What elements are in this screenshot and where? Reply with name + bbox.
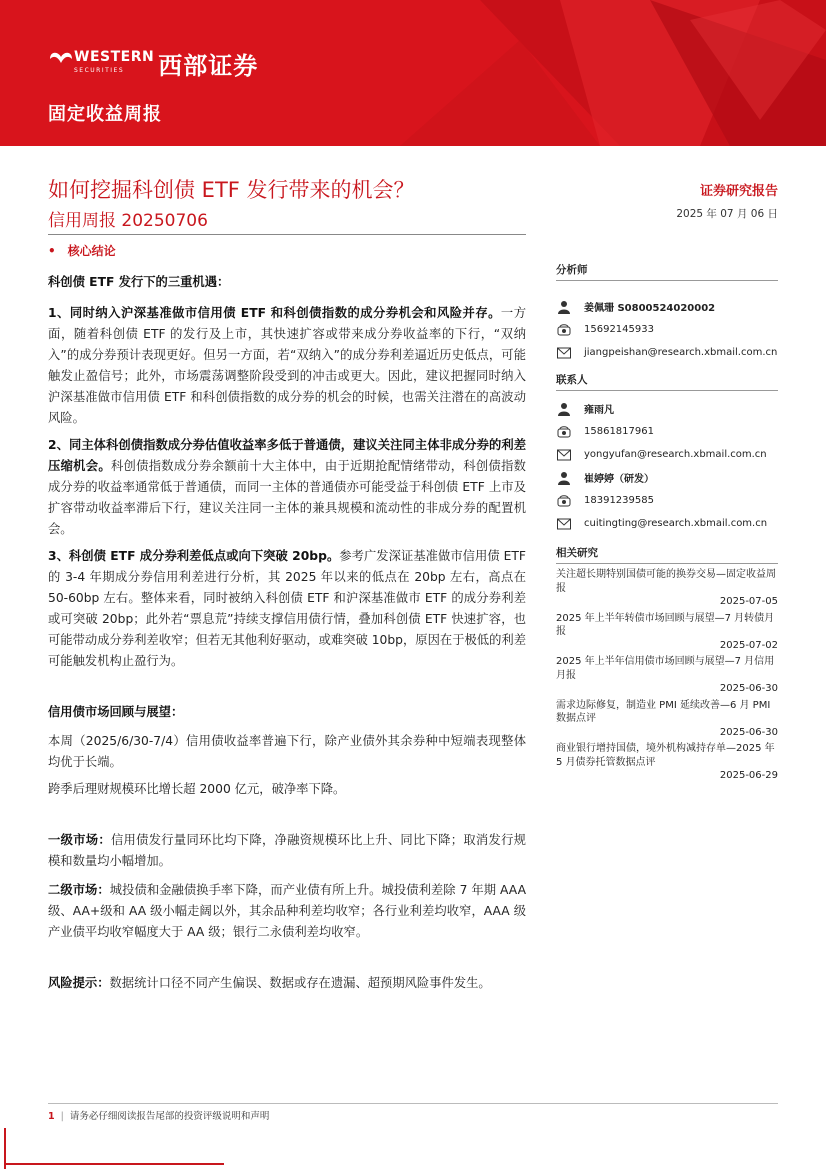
point-2-head: 2、同主体科创债指数成分券估值收益率多低于普通债，建议关注同主体非成分券的利差压缩机会。 bbox=[48, 438, 526, 473]
opportunity-title: 科创债 ETF 发行下的三重机遇： bbox=[48, 275, 230, 289]
review-para-2: 跨季后理财规模环比增长超 2000 亿元，破净率下降。 bbox=[48, 782, 346, 796]
related-item[interactable] bbox=[556, 655, 778, 696]
footer-separator: | bbox=[60, 1111, 64, 1122]
primary-market-label: 一级市场： bbox=[48, 833, 111, 847]
point-3-head: 3、科创债 ETF 成分券利差低点或向下突破 20bp。 bbox=[48, 549, 340, 563]
title-divider bbox=[48, 234, 526, 235]
phone-icon bbox=[556, 322, 572, 338]
related-item[interactable] bbox=[556, 699, 778, 740]
contact1-email-row bbox=[556, 443, 778, 466]
phone-icon bbox=[556, 493, 572, 509]
review-para-1: 本周（2025/6/30-7/4）信用债收益率普遍下行，除产业债外其余券种中短端表现整体均优于长端。 bbox=[48, 734, 526, 769]
related-research-list bbox=[556, 568, 778, 783]
primary-market bbox=[48, 830, 526, 872]
analyst-name-row bbox=[556, 295, 778, 318]
bullet-icon: • bbox=[48, 244, 56, 258]
analyst-card bbox=[556, 295, 778, 364]
person-icon bbox=[556, 470, 572, 486]
report-type: 固定收益周报 bbox=[48, 104, 162, 125]
point-2 bbox=[48, 435, 526, 540]
contact1-phone-row bbox=[556, 420, 778, 443]
main-content bbox=[48, 272, 526, 994]
contact1-name-row bbox=[556, 397, 778, 420]
contact2-name: 崔婷婷（研发） bbox=[584, 474, 654, 485]
logo-horns-icon bbox=[48, 49, 74, 79]
point-2-body: 科创债指数成分券余额前十大主体中，由于近期抢配情绪带动，科创债指数成分券的收益率通常低于普通债，而同一主体的普通债亦可能受益于科创债 ETF 上市及扩容带动收益率滞后下行，建议关注同一主体的兼具规模和流动性的非成分券的配置机会。 bbox=[48, 459, 526, 536]
contact1-phone: 15861817961 bbox=[584, 426, 654, 437]
corner-mark-horizontal bbox=[4, 1163, 224, 1165]
contact1-email[interactable]: yongyufan@research.xbmail.com.cn bbox=[584, 449, 767, 460]
logo-english: WESTERN SECURITIES bbox=[74, 48, 155, 74]
contact1-name: 雍雨凡 bbox=[584, 405, 614, 416]
related-item-title: 商业银行增持国债，境外机构减持存单—2025 年 5 月债券托管数据点评 bbox=[556, 743, 775, 768]
related-item-title: 关注超长期特别国债可能的换券交易—固定收益周报 bbox=[556, 569, 776, 594]
secondary-market bbox=[48, 880, 526, 943]
related-item-date: 2025-07-05 bbox=[719, 596, 778, 607]
company-logo bbox=[48, 46, 258, 81]
secondary-market-label: 二级市场： bbox=[48, 883, 110, 897]
analyst-phone-row bbox=[556, 318, 778, 341]
analyst-name: 姜佩珊 S0800524020002 bbox=[584, 303, 716, 314]
analyst-email-row bbox=[556, 341, 778, 364]
related-item-title: 2025 年上半年信用债市场回顾与展望—7 月信用月报 bbox=[556, 656, 775, 681]
related-item[interactable] bbox=[556, 742, 778, 783]
analyst-email[interactable]: jiangpeishan@research.xbmail.com.cn bbox=[584, 347, 778, 358]
contact2-name-row bbox=[556, 466, 778, 489]
report-tag: 证券研究报告 bbox=[699, 184, 778, 199]
email-icon bbox=[556, 447, 572, 463]
point-3-body: 参考广发深证基准做市信用债 ETF 的 3-4 年期成分券信用利差进行分析，其 2025 年以来的低点在 20bp 左右，高点在 50-60bp 左右。整体来看，同时被纳入科创债 ETF 和沪深基准做市 ETF 的成分券利差或可突破 20bp；此外若“票息荒”持续支撑信用债行情，叠加科创债 ETF 快速扩容，也可能带动成分券利差收窄；但若无其他利好驱动，或难突破 10bp，原因在于极低的利差可能触发机构止盈行为。 bbox=[48, 549, 526, 668]
person-icon bbox=[556, 401, 572, 417]
report-date: 2025 年 07 月 06 日 bbox=[676, 208, 778, 220]
contact2-email-row bbox=[556, 512, 778, 535]
contact2-email[interactable]: cuitingting@research.xbmail.com.cn bbox=[584, 518, 768, 529]
email-icon bbox=[556, 516, 572, 532]
analyst-phone: 15692145933 bbox=[584, 324, 654, 335]
point-1-body: 一方面，随着科创债 ETF 的发行及上市，其快速扩容或带来成分券收益率的下行，“双纳入”的成分券预计表现更好。但另一方面，若“双纳入”的成分券利差逼近历史低点，可能触发止盈信号；此外，市场震荡调整阶段受到的冲击或更大。因此，建议把握同时纳入沪深基准做市信用债 ETF 和科创债指数的成分券的机会的时候，也需关注潜在的高波动风险。 bbox=[48, 306, 526, 425]
core-heading: • 核心结论 bbox=[48, 244, 116, 258]
contact-card-2 bbox=[556, 466, 778, 535]
contact2-phone: 18391239585 bbox=[584, 495, 654, 506]
side-column bbox=[556, 262, 778, 783]
footer-divider bbox=[48, 1103, 778, 1104]
related-heading: 相关研究 bbox=[556, 545, 778, 564]
related-item-date: 2025-06-29 bbox=[719, 770, 778, 781]
related-item-title: 需求边际修复，制造业 PMI 延续改善—6 月 PMI 数据点评 bbox=[556, 699, 771, 724]
logo-chinese: 西部证券 bbox=[158, 52, 259, 80]
person-icon bbox=[556, 299, 572, 315]
secondary-market-text: 城投债和金融债换手率下降，而产业债有所上升。城投债利差除 7 年期 AAA 级、AA+级和 AA 级小幅走阔以外，其余品种利差均收窄；各行业利差均收窄，AAA 级产业债平均收窄幅度大于 AA 级；银行二永债利差均收窄。 bbox=[48, 883, 526, 939]
point-1-head: 1、同时纳入沪深基准做市信用债 ETF 和科创债指数的成分券机会和风险并存。 bbox=[48, 306, 501, 320]
contact-heading: 联系人 bbox=[556, 372, 778, 391]
report-title: 如何挖掘科创债 ETF 发行带来的机会？ bbox=[48, 178, 415, 202]
report-subtitle: 信用周报 20250706 bbox=[48, 211, 208, 231]
related-item-date: 2025-06-30 bbox=[719, 726, 778, 738]
point-3 bbox=[48, 546, 526, 672]
footer bbox=[48, 1108, 269, 1122]
related-item[interactable] bbox=[556, 612, 778, 653]
related-item-title: 2025 年上半年转债市场回顾与展望—7 月转债月报 bbox=[556, 612, 775, 637]
page-number: 1 bbox=[48, 1111, 55, 1122]
related-item-date: 2025-06-30 bbox=[719, 683, 778, 694]
phone-icon bbox=[556, 424, 572, 440]
contact2-phone-row bbox=[556, 489, 778, 512]
risk-text: 数据统计口径不同产生偏误、数据或存在遗漏、超预期风险事件发生。 bbox=[109, 976, 491, 990]
footer-disclaimer: 请务必仔细阅读报告尾部的投资评级说明和声明 bbox=[69, 1111, 270, 1122]
risk-label: 风险提示： bbox=[48, 976, 110, 990]
header-banner bbox=[0, 0, 826, 146]
review-heading: 信用债市场回顾与展望： bbox=[48, 705, 184, 719]
related-item[interactable] bbox=[556, 568, 778, 609]
primary-market-text: 信用债发行量同环比均下降，净融资规模环比上升、同比下降；取消发行规模和数量均小幅增加。 bbox=[48, 833, 526, 868]
analyst-heading: 分析师 bbox=[556, 262, 778, 281]
contact-card-1 bbox=[556, 397, 778, 466]
point-1 bbox=[48, 303, 526, 429]
risk-note bbox=[48, 973, 526, 994]
related-item-date: 2025-07-02 bbox=[719, 639, 778, 651]
email-icon bbox=[556, 345, 572, 361]
